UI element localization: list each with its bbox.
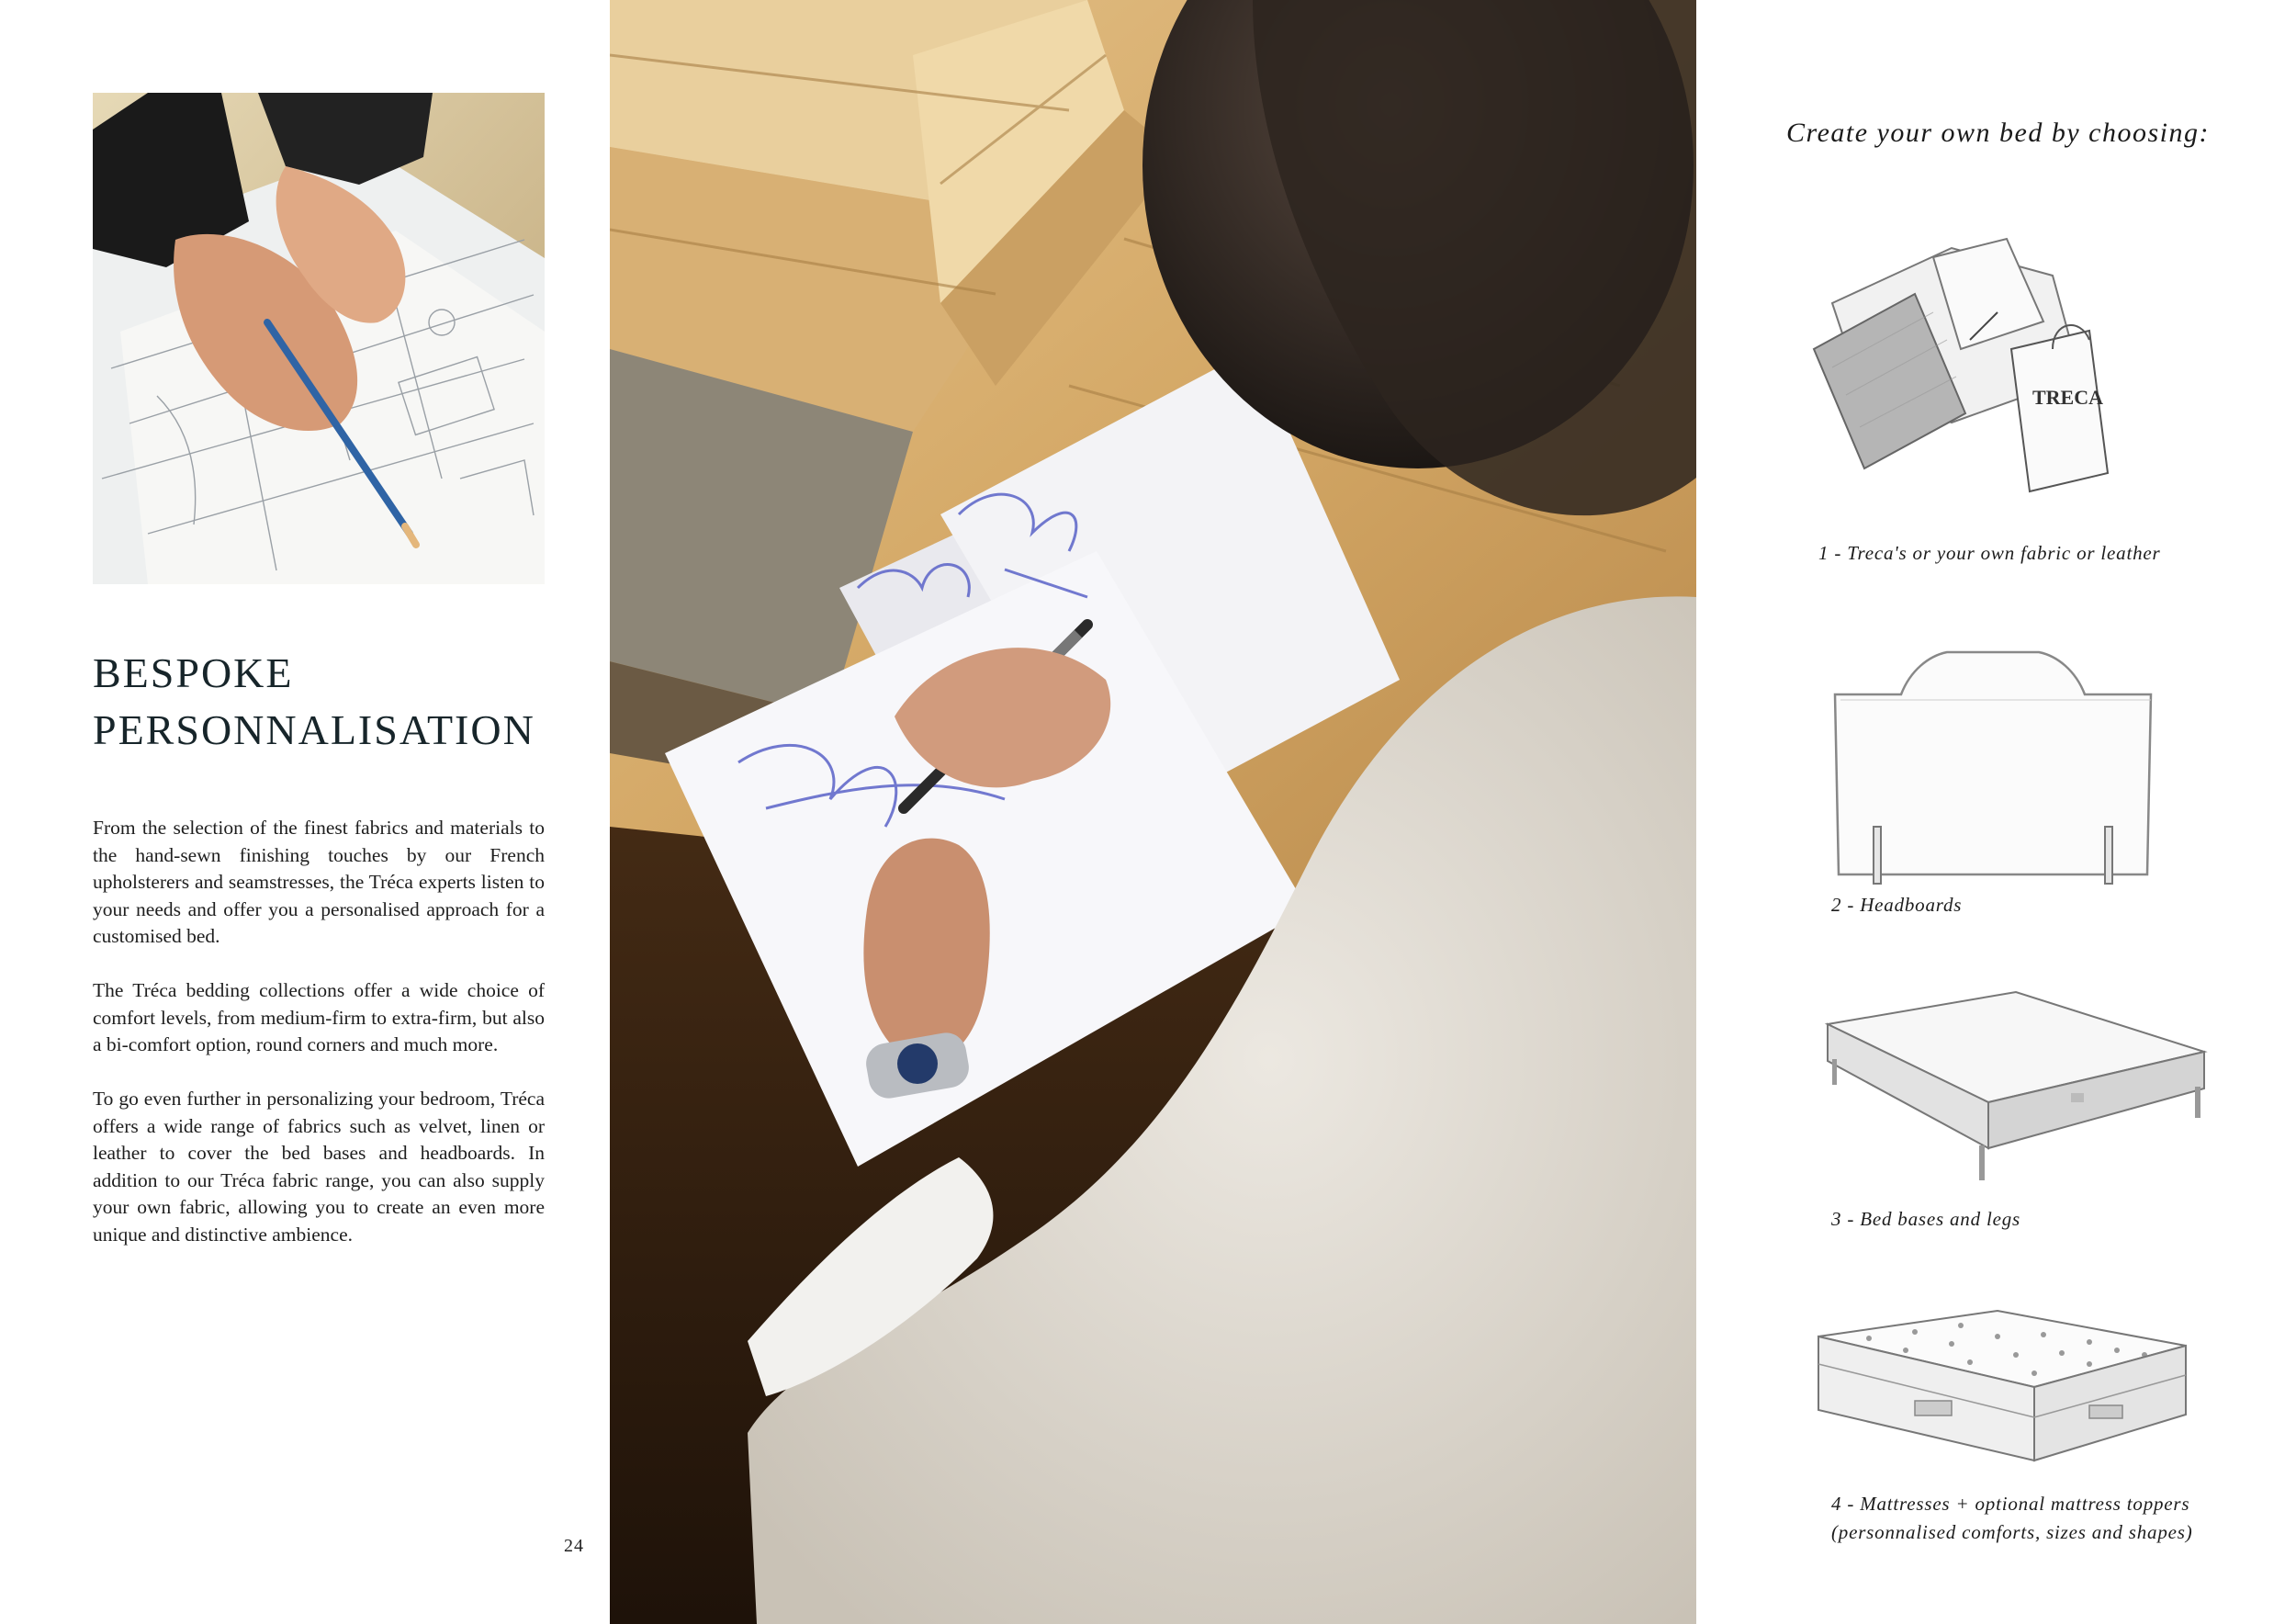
options-title: Create your own bed by choosing:	[1786, 118, 2210, 148]
option-caption-headboard: 2 - Headboards	[1831, 894, 1963, 916]
body-text	[93, 815, 545, 1276]
drawing-hands-photo	[93, 93, 545, 584]
option-caption-fabric: 1 - Treca's or your own fabric or leather	[1818, 542, 2161, 564]
page-number: 24	[564, 1536, 584, 1556]
headboard-icon	[1828, 643, 2158, 886]
option-caption-mattress	[1831, 1490, 2193, 1547]
page-heading	[93, 645, 589, 759]
paragraph: To go even further in personalizing your bedroom, Tréca offers a wide range of fabrics such as velvet, linen or leather to cover the bed bases and headboards. In addition to our Tréca fabric range, you can also supply your own fabric, allowing you to create an even more unique and distinctive ambience.	[93, 1088, 545, 1246]
option-caption-mattress-line-1: 4 - Mattresses + optional mattress toppers	[1831, 1493, 2190, 1515]
paragraph: From the selection of the finest fabrics and materials to the hand-sewn finishing touches by our French upholsterers and seamstresses, the Tréca experts listen to your needs and offer you a personalised approach for a customised bed.	[93, 817, 545, 947]
option-caption-bed-base: 3 - Bed bases and legs	[1831, 1208, 2020, 1230]
heading-line-1: BESPOKE	[93, 649, 294, 696]
fabric-swatches-icon	[1777, 211, 2181, 524]
paragraph: The Tréca bedding collections offer a wide choice of comfort levels, from medium-firm to extra-firm, but also a bi-comfort option, round corners and much more.	[93, 979, 545, 1055]
mattress-icon	[1814, 1309, 2190, 1465]
bed-base-icon	[1823, 987, 2213, 1185]
swatch-brand-text: TRECA	[2032, 386, 2104, 409]
option-caption-mattress-line-2: (personnalised comforts, sizes and shapes)	[1831, 1521, 2193, 1543]
heading-line-2: PERSONNALISATION	[93, 706, 535, 753]
craftsman-sketching-photo	[610, 0, 1696, 1624]
